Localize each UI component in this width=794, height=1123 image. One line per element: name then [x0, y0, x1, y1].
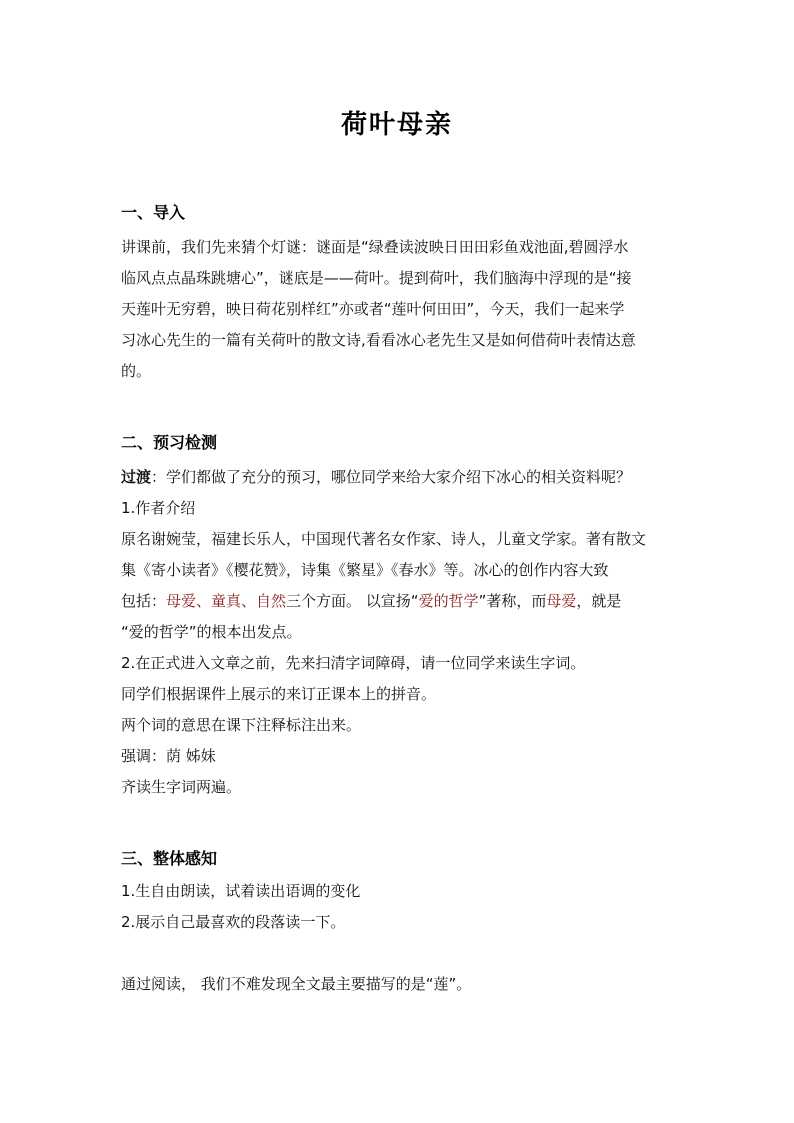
- section-heading-overview: 三、整体感知: [121, 849, 218, 868]
- intro-line-3: 天莲叶无穷碧，映日荷花别样红”亦或者“莲叶何田田”，今天，我们一起来学: [121, 300, 625, 318]
- bio-text-d: ，就是: [576, 592, 622, 610]
- transition-line: [121, 466, 631, 488]
- bio-text-b: 三个方面。 以宣扬“: [286, 592, 419, 610]
- section-heading-preview: 二、预习检测: [121, 433, 218, 452]
- vocab-line-c: 强调：荫 姊妹: [121, 747, 216, 765]
- item-author-intro: 1.作者介绍: [121, 499, 196, 517]
- vocab-line-d: 齐读生字词两遍。: [121, 778, 242, 796]
- intro-line-2: 临风点点晶珠跳塘心”，谜底是——荷叶。提到荷叶，我们脑海中浮现的是“接: [121, 269, 632, 287]
- bio-text-c: ”著称，而: [478, 592, 547, 610]
- intro-line-1: 讲课前，我们先来猜个灯谜：谜面是“绿叠读波映日田田彩鱼戏池面,碧圆浮水: [121, 238, 629, 256]
- intro-line-5: 的。: [121, 362, 152, 380]
- overview-item-2: 2.展示自己最喜欢的段落读一下。: [121, 913, 346, 931]
- transition-text: ：学们都做了充分的预习，哪位同学来给大家介绍下冰心的相关资料呢？: [151, 468, 632, 486]
- bio-line-1: 原名谢婉莹，福建长乐人，中国现代著名女作家、诗人，儿童文学家。著有散文: [121, 530, 647, 548]
- highlight-themes: 母爱、童真、自然: [166, 592, 287, 610]
- page-title: 荷叶母亲: [340, 110, 453, 140]
- intro-line-4: 习冰心先生的一篇有关荷叶的散文诗,看看冰心老先生又是如何借荷叶表情达意: [121, 331, 636, 349]
- overview-item-1: 1.生自由朗读，试着读出语调的变化: [121, 882, 361, 900]
- highlight-motherlove: 母爱: [546, 592, 577, 610]
- item-vocab: 2.在正式进入文章之前，先来扫清字词障碍，请一位同学来读生字词。: [121, 654, 586, 672]
- bio-line-3: [121, 590, 621, 612]
- bio-text-a: 包括：: [121, 592, 167, 610]
- vocab-line-b: 两个词的意思在课下注释标注出来。: [121, 716, 362, 734]
- vocab-line-a: 同学们根据课件上展示的来订正课本上的拼音。: [121, 685, 437, 703]
- highlight-philosophy: 爱的哲学: [418, 592, 479, 610]
- section-heading-intro: 一、导入: [121, 203, 186, 222]
- bio-line-4: “爱的哲学”的根本出发点。: [121, 623, 302, 641]
- bio-line-2: 集《寄小读者》《樱花赞》，诗集《繁星》《春水》等。冰心的创作内容大致: [121, 561, 609, 579]
- transition-label: 过渡: [121, 468, 152, 486]
- closing-line: 通过阅读， 我们不难发现全文最主要描写的是“莲”。: [121, 975, 472, 993]
